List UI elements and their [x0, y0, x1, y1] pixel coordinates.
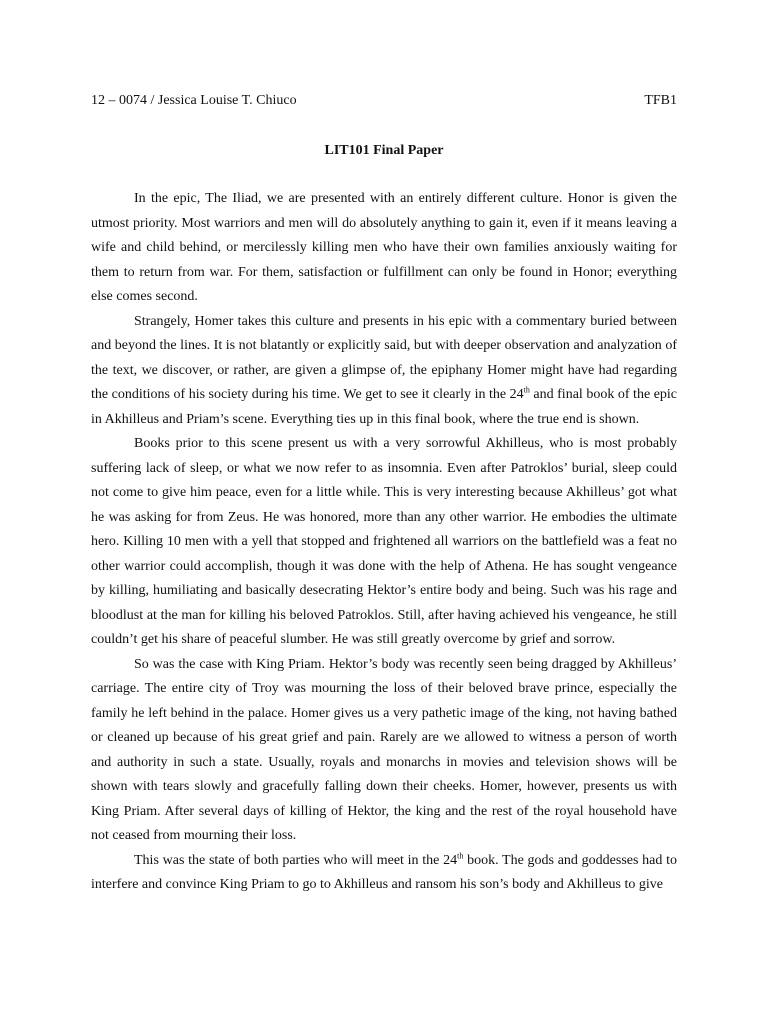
author-line: 12 – 0074 / Jessica Louise T. Chiuco	[91, 93, 297, 108]
section-code: TFB1	[644, 93, 677, 108]
paragraph-3: Books prior to this scene present us with a very sorrowful Akhilleus, who is most probably suffering lack of sleep, or what we now refer to as insomnia. Even after Patroklos’ burial, sleep could not come to give him peace, even for a little while. This is very interesting because Akhilleus’ got what he was asking for from Zeus. He was honored, more than any other warrior. He embodies the ultimate hero. Killing 10 men with a yell that stopped and frightened all warriors on the battlefield was a feat no other warrior could accomplish, though it was done with the help of Athena. He has sought vengeance by killing, humiliating and basically desecrating Hektor’s entire body and being. Such was his rage and bloodlust at the man for killing his beloved Patroklos. Still, after having achieved his vengeance, he still couldn’t get his share of peaceful slumber. He was still greatly overcome by grief and sorrow.	[91, 436, 677, 647]
ordinal-suffix: th	[523, 385, 530, 395]
paragraph-text: book. The gods and goddesses had to interfere and convince King Priam to go to Akhilleus and ransom his son’s body and Akhilleus to give	[91, 852, 677, 892]
ordinal-suffix: th	[457, 850, 464, 860]
paragraph-1: In the epic, The Iliad, we are presented with an entirely different culture. Honor is given the utmost priority. Most warriors and men will do absolutely anything to gain it, even if it means leaving a wife and child behind, or mercilessly killing men who have their own families anxiously waiting for them to return from war. For them, satisfaction or fulfillment can only be found in Honor; everything else comes second.	[91, 191, 677, 304]
paragraph-2	[91, 310, 677, 433]
paragraph-5	[91, 849, 677, 898]
paragraph-4: So was the case with King Priam. Hektor’s body was recently seen being dragged by Akhilleus’ carriage. The entire city of Troy was mourning the loss of their beloved brave prince, especially the family he left behind in the palace. Homer gives us a very pathetic image of the king, not having bathed or cleaned up because of his great grief and pain. Rarely are we allowed to witness a person of worth and authority in such a state. Usually, royals and monarchs in movies and television shows will be shown with tears slowly and gracefully falling down their cheeks. Homer, however, presents us with King Priam. After several days of killing of Hektor, the king and the rest of the royal household have not ceased from mourning their loss.	[91, 656, 677, 843]
page-header	[91, 92, 677, 110]
paper-body	[91, 187, 677, 898]
paragraph-text: and final book of the epic in Akhilleus and Priam’s scene. Everything ties up in this final book, where the true end is shown.	[91, 387, 678, 427]
paragraph-text: This was the state of both parties who will meet in the 24	[134, 852, 458, 868]
paragraph-text: Strangely, Homer takes this culture and presents in his epic with a commentary buried between and beyond the lines. It is not blatantly or explicitly said, but with deeper observation and analyzation of the text, we discover, or rather, are given a glimpse of, the epiphany Homer might have had regarding the conditions of his society during his time. We get to see it clearly in the 24	[91, 313, 677, 402]
paper-title: LIT101 Final Paper	[324, 143, 444, 158]
